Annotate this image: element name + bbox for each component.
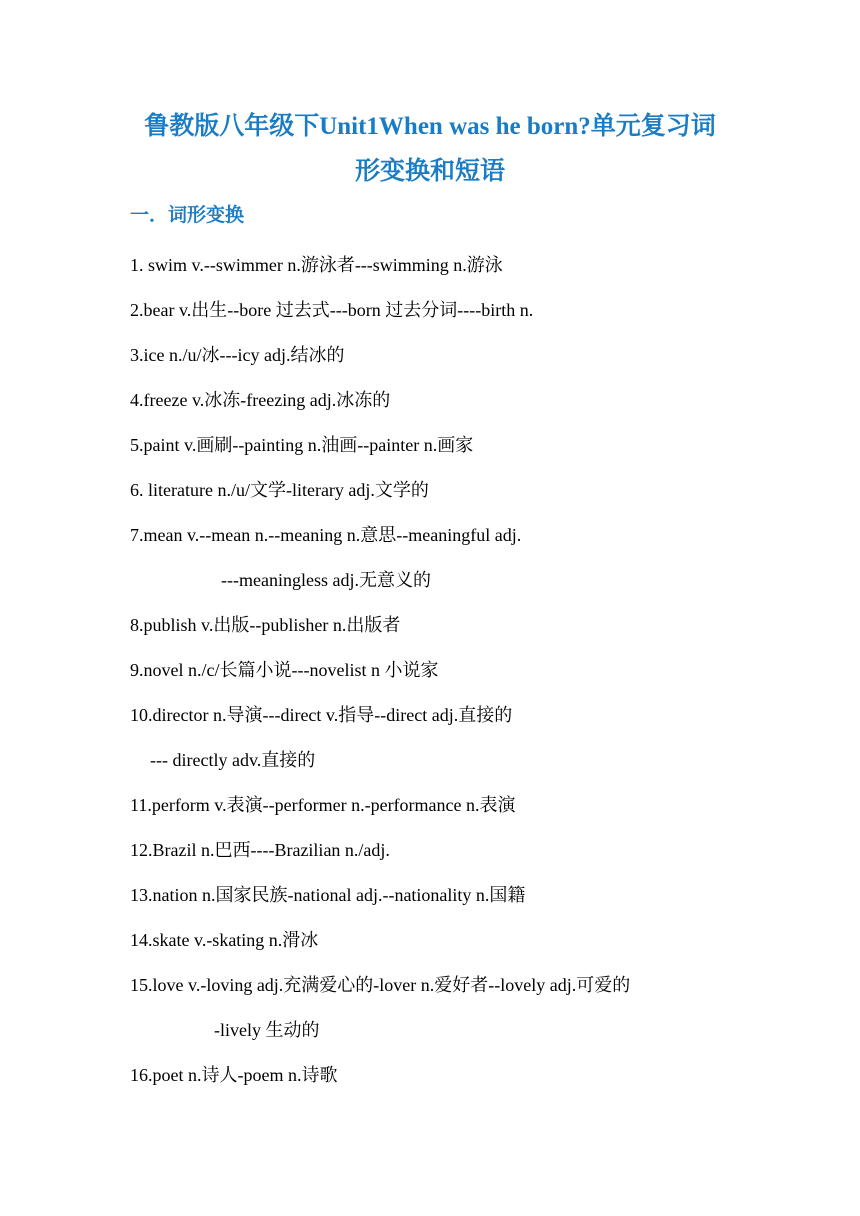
word-entry-11: 11.perform v.表演--performer n.-performance n.表演 bbox=[130, 795, 516, 815]
word-entry-10-continued: --- directly adv.直接的 bbox=[150, 750, 316, 770]
word-entry-15-continued: -lively 生动的 bbox=[214, 1020, 320, 1040]
word-entry-7-continued: ---meaningless adj.无意义的 bbox=[221, 570, 431, 590]
document-title-line-1: 鲁教版八年级下Unit1When was he born?单元复习词 bbox=[144, 113, 716, 140]
word-entry-13: 13.nation n.国家民族-national adj.--nationality n.国籍 bbox=[130, 885, 526, 905]
section-heading: 一．词形变换 bbox=[130, 205, 245, 226]
word-entry-10: 10.director n.导演---direct v.指导--direct adj.直接的 bbox=[130, 705, 513, 725]
word-entry-16: 16.poet n.诗人-poem n.诗歌 bbox=[130, 1065, 338, 1085]
word-entry-5: 5.paint v.画刷--painting n.油画--painter n.画家 bbox=[130, 435, 474, 455]
word-entry-4: 4.freeze v.冰冻-freezing adj.冰冻的 bbox=[130, 390, 391, 410]
word-entry-12: 12.Brazil n.巴西----Brazilian n./adj. bbox=[130, 840, 390, 860]
word-entry-9: 9.novel n./c/长篇小说---novelist n 小说家 bbox=[130, 660, 439, 680]
word-entry-7: 7.mean v.--mean n.--meaning n.意思--meaningful adj. bbox=[130, 525, 522, 545]
document-title-line-2: 形变换和短语 bbox=[354, 158, 505, 185]
word-entry-3: 3.ice n./u/冰---icy adj.结冰的 bbox=[130, 345, 345, 365]
word-entry-14: 14.skate v.-skating n.滑冰 bbox=[130, 930, 319, 950]
word-entry-1: 1. swim v.--swimmer n.游泳者---swimming n.游泳 bbox=[130, 255, 503, 275]
word-entry-8: 8.publish v.出版--publisher n.出版者 bbox=[130, 615, 401, 635]
word-entry-6: 6. literature n./u/文学-literary adj.文学的 bbox=[130, 480, 429, 500]
word-entry-2: 2.bear v.出生--bore 过去式---born 过去分词----birth n. bbox=[130, 300, 534, 320]
word-entry-15: 15.love v.-loving adj.充满爱心的-lover n.爱好者--lovely adj.可爱的 bbox=[130, 975, 631, 995]
